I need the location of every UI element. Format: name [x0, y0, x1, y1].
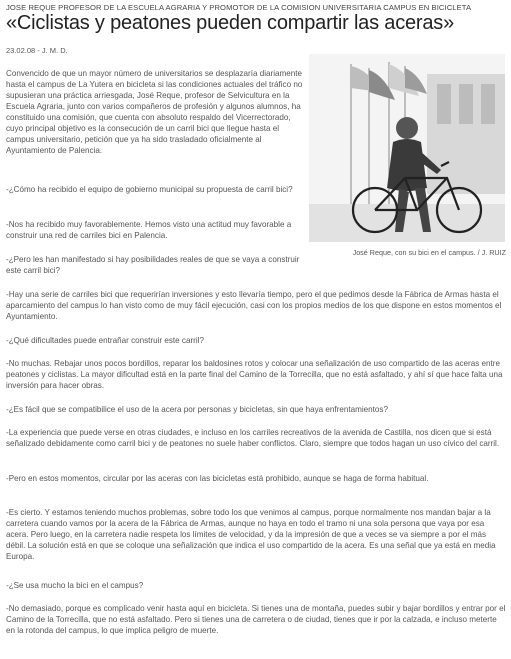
- photo-caption: José Reque, con su bici en el campus. / J. RUIZ: [352, 248, 506, 257]
- article-answer: -La experiencia que puede verse en otras ciudades, e incluso en los carriles recreativos de la avenida de Castilla, nos dicen que si está señalizado debidamente como carril bici y de peatones no suele haber conflictos. Claro, siempre que todos hagan un uso cívico del carril.: [6, 428, 500, 448]
- article-dateline: 23.02.08 - J. M. D.: [6, 46, 68, 55]
- article-question: -¿Cómo ha recibido el equipo de gobierno municipal su propuesta de carril bici?: [6, 185, 293, 194]
- cyclist-photo-illustration: [309, 54, 505, 242]
- article-kicker: JOSE REQUE PROFESOR DE LA ESCUELA AGRARIA Y PROMOTOR DE LA COMISION UNIVERSITARIA CAMPUS EN BICICLETA: [6, 3, 472, 12]
- article-paragraph: Convencido de que un mayor número de universitarios se desplazaría diariamente hasta el campus de La Yutera en bicicleta si las condiciones actuales del tráfico no supusieran una práctica arriesgada, José Reque, profesor de Selvicultura en la Escuela Agraria, junto con varios compañeros de profesión y algunos alumnos, ha constituido una comisión, que cuenta con absoluto respaldo del Vicerrectorado, cuyo principal objetivo es la consecución de un carril bici que llegue hasta el campus universitario, petición que ya ha sido trasladado oficialmente al Ayuntamiento de Palencia.: [6, 69, 303, 155]
- article-photo: [309, 54, 505, 242]
- article-answer: -Es cierto. Y estamos teniendo muchos problemas, sobre todo los que venimos al campus, porque normalmente nos mandan bajar a la carretera cuando vamos por la acera de la Fábrica de Armas, aunque no haya en todo el tramo ni una sola persona que vaya por esa acera. Pero luego, en la carretera nadie respeta los límites de velocidad, y da la impresión de que a veces se va siempre a por el más débil. La solución está en que se coloque una señalización que indica el uso compartido de la acera. Es una señal que ya está en media Europa.: [6, 508, 496, 561]
- article-answer: -Hay una serie de carriles bici que requerirían inversiones y esto llevaría tiempo, pero el que pedimos desde la Fábrica de Armas hasta el aparcamiento del campus lo han visto como de muy fácil ejecución, casi con los propios medios de los que dispone en estos momentos el Ayuntamiento.: [6, 290, 502, 321]
- article-question: -¿Es fácil que se compatibilice el uso de la acera por personas y bicicletas, sin que haya enfrentamientos?: [6, 405, 388, 414]
- article-question: -¿Se usa mucho la bici en el campus?: [6, 581, 144, 590]
- article-answer: -No demasiado, porque es complicado venir hasta aquí en bicicleta. Si tienes una de montaña, puedes subir y bajar bordillos y entrar por el Camino de la Torrecilla, que no está asfaltado. Pero si tienes una de carretera o de ciudad, tienes que ir por la calzada, e incluso meterte en la rotonda del campus, lo que implica peligro de muerte.: [6, 604, 506, 635]
- article-answer: -No muchas. Rebajar unos pocos bordillos, reparar los baldosines rotos y colocar una señalización de uso compartido de las aceras entre peatones y ciclistas. La mayor dificultad está en la parte final del Camino de la Torrecilla, que no está asfaltado, y ahí sí que hace falta una inversión para hacer obras.: [6, 359, 503, 390]
- article-answer: -Nos ha recibido muy favorablemente. Hemos visto una actitud muy favorable a construir una red de carriles bici en Palencia.: [6, 220, 292, 240]
- article-headline: «Ciclistas y peatones pueden compartir las aceras»: [6, 12, 455, 34]
- article-question: -¿Pero les han manifestado si hay posibilidades reales de que se vaya a construir este carril bici?: [6, 255, 300, 275]
- article-question: -¿Qué dificultades puede entrañar construir este carril?: [6, 336, 204, 345]
- article-question: -Pero en estos momentos, circular por las aceras con las bicicletas está prohibido, aunque se haga de forma habitual.: [6, 474, 429, 483]
